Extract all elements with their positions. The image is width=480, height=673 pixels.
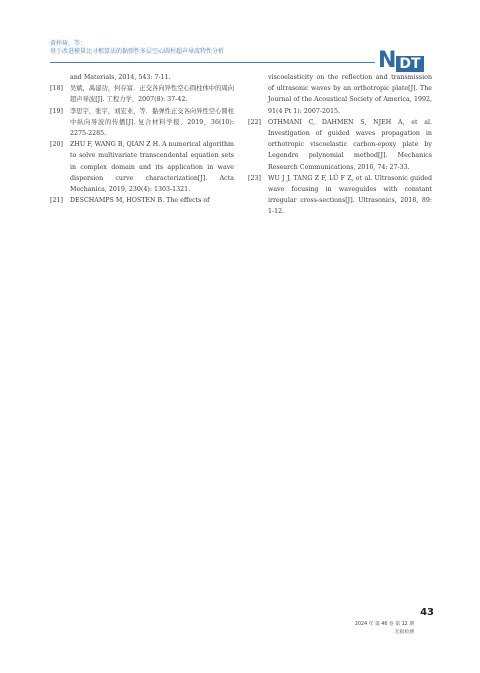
- reference-number: [22]: [248, 118, 261, 126]
- reference-item: [248, 72, 432, 117]
- reference-item: [50, 72, 234, 83]
- reference-number: [23]: [248, 174, 261, 182]
- reference-item: [50, 195, 234, 206]
- logo-n: N: [378, 48, 396, 73]
- header-rule: [50, 62, 375, 63]
- issue-info: 2024 年 第 46 卷 第 12 期: [354, 622, 414, 627]
- reference-item: [50, 106, 234, 140]
- reference-number: [21]: [50, 197, 63, 205]
- reference-text: OTHMANI C, DAHMEN S, NJEH A, et al. Investigation of guided waves propagation in orthotropic viscoelastic carbon-epoxy plate by Legendre polynomial method[J]. Mechanics Research Communications, 2016, 74: 27-33.: [268, 118, 432, 171]
- reference-number: [19]: [50, 107, 63, 115]
- reference-text: viscoelasticity on the reflection and transmission of ultrasonic waves by an orthotropic plate[J]. The Journal of the Acoustical Society of America, 1992, 91(4 Pt 1): 2007-2015.: [268, 74, 432, 115]
- page-number: 43: [420, 607, 434, 618]
- logo-dt: DT: [396, 56, 423, 72]
- references-right-column: [248, 72, 432, 218]
- journal-logo: [378, 48, 434, 72]
- reference-text: 吴斌，禹建功，何存富．正交各向异性空心圆柱体中的周向超声导波[J]. 工程力学，2007(8): 37-42.: [70, 85, 234, 104]
- reference-item: [248, 117, 432, 173]
- reference-text: DESCHAMPS M, HOSTEN B. The effects of: [70, 197, 210, 205]
- reference-text: and Materials, 2014, 543: 7-11.: [70, 74, 171, 81]
- reference-number: [20]: [50, 141, 63, 149]
- reference-text: 李思宇，张宇，刘宏业，等．黏弹性正交各向异性空心圆柱中纵向导波的传播[J]. 复合材料学报，2019，36(10): 2275-2285.: [70, 107, 234, 138]
- running-header: [50, 40, 434, 56]
- header-authors: 黄梓琦，等：: [50, 40, 87, 47]
- reference-item: [50, 83, 234, 105]
- reference-number: [18]: [50, 85, 63, 93]
- reference-text: WU J J, TANG Z F, LÜ F Z, et al. Ultrasonic guided wave focusing in waveguides with constant irregular cross-sections[J]. Ultrasonics, 2018, 89: 1-12.: [268, 174, 432, 216]
- reference-text: ZHU F, WANG B, QIAN Z H. A numerical algorithm to solve multivariate transcendental equation sets in complex domain and its application in wave dispersion curve characterization[J]. Acta Mechanica, 2019, 230(4): 1303-1321.: [70, 141, 234, 194]
- reference-item: [248, 173, 432, 218]
- reference-item: [50, 139, 234, 195]
- header-title: 基于改进模量比寻根算法的黏弹性多层空心圆柱超声导波特性分析: [50, 48, 225, 55]
- journal-name: 无损检测: [394, 630, 414, 635]
- references-left-column: [50, 72, 234, 206]
